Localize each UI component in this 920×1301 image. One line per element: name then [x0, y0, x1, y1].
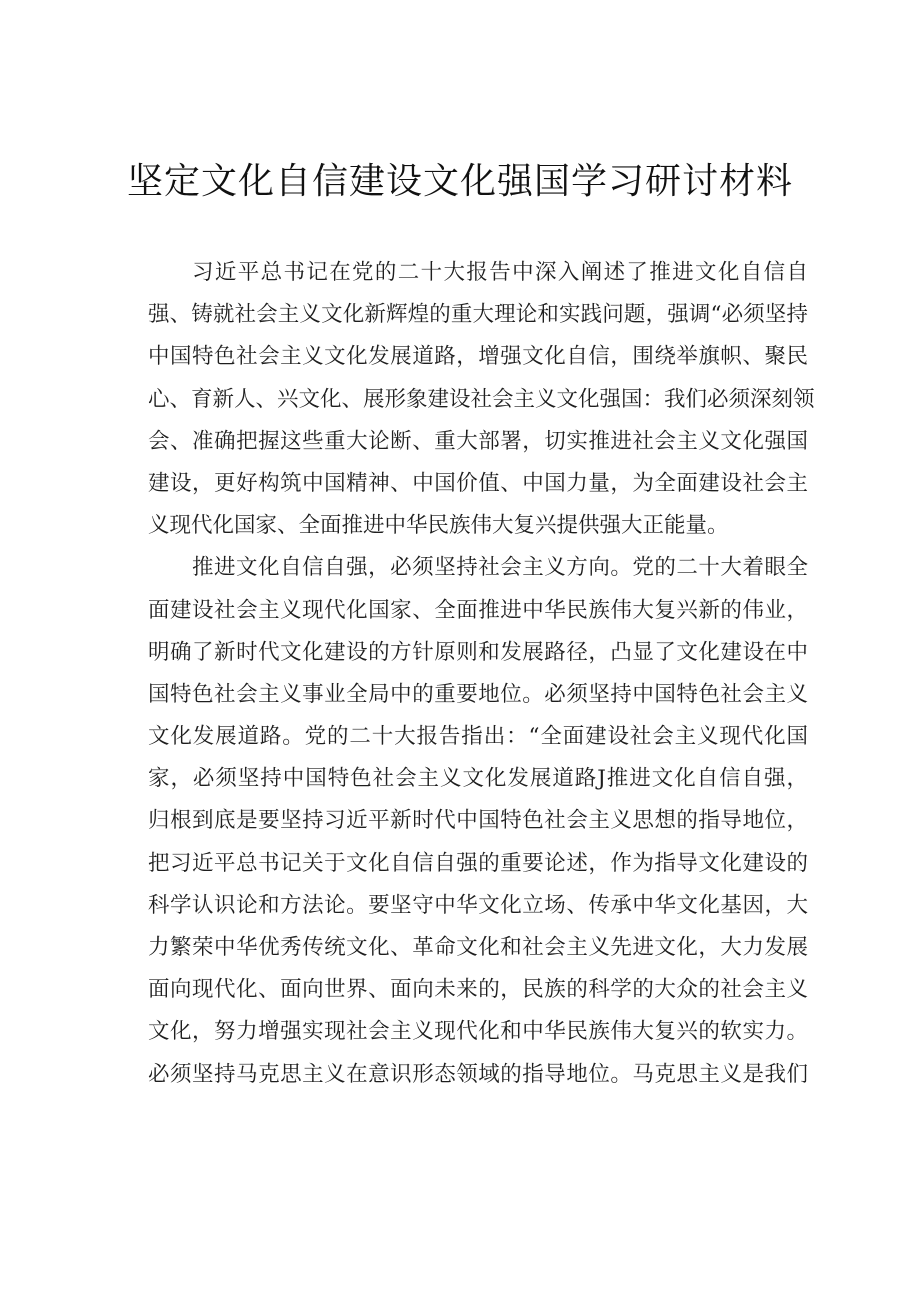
paragraph-2-line: 面建设社会主义现代化国家、全面推进中华民族伟大复兴新的伟业， [148, 597, 808, 623]
paragraph-2-line: 文化发展道路。党的二十大报告指出：“全面建设社会主义现代化国 [148, 724, 808, 750]
paragraph-2-line: 推进文化自信自强，必须坚持社会主义方向。党的二十大着眼全 [192, 555, 808, 581]
document-body [148, 252, 815, 1096]
paragraph-1-line: 会、准确把握这些重大论断、重大部署，切实推进社会主义文化强国 [148, 428, 808, 454]
paragraph-2-line: 国特色社会主义事业全局中的重要地位。必须坚持中国特色社会主义 [148, 681, 808, 707]
paragraph-2-line: 明确了新时代文化建设的方针原则和发展路径，凸显了文化建设在中 [148, 639, 808, 665]
paragraph-2-line: 科学认识论和方法论。要坚守中华文化立场、传承中华文化基因，大 [148, 892, 808, 918]
paragraph-2-line: 把习近平总书记关于文化自信自强的重要论述，作为指导文化建设的 [148, 850, 808, 876]
paragraph-2-line: 归根到底是要坚持习近平新时代中国特色社会主义思想的指导地位， [148, 808, 808, 834]
document-title: 坚定文化自信建设文化强国学习研讨材料 [126, 161, 793, 202]
paragraph-2-line: 必须坚持马克思主义在意识形态领域的指导地位。马克思主义是我们 [148, 1061, 808, 1087]
paragraph-1-line: 习近平总书记在党的二十大报告中深入阐述了推进文化自信自 [192, 260, 808, 285]
paragraph-2-line: 家，必须坚持中国特色社会主义文化发展道路J推进文化自信自强， [148, 766, 808, 792]
paragraph-1-line: 心、育新人、兴文化、展形象建设社会主义文化强国：我们必须深刻领 [148, 386, 815, 412]
paragraph-2-line: 面向现代化、面向世界、面向未来的，民族的科学的大众的社会主义 [148, 977, 808, 1003]
paragraph-1-line: 义现代化国家、全面推进中华民族伟大复兴提供强大正能量。 [148, 513, 729, 539]
paragraph-2-line: 文化，努力增强实现社会主义现代化和中华民族伟大复兴的软实力。 [148, 1019, 808, 1045]
paragraph-1-line: 中国特色社会主义文化发展道路，增强文化自信，围绕举旗帜、聚民 [148, 344, 808, 370]
paragraph-2-line: 力繁荣中华优秀传统文化、革命文化和社会主义先进文化，大力发展 [148, 935, 808, 960]
paragraph-1-line: 建设，更好构筑中国精神、中国价值、中国力量，为全面建设社会主 [148, 470, 808, 496]
paragraph-1-line: 强、铸就社会主义文化新辉煌的重大理论和实践问题，强调“必须坚持 [148, 302, 808, 328]
